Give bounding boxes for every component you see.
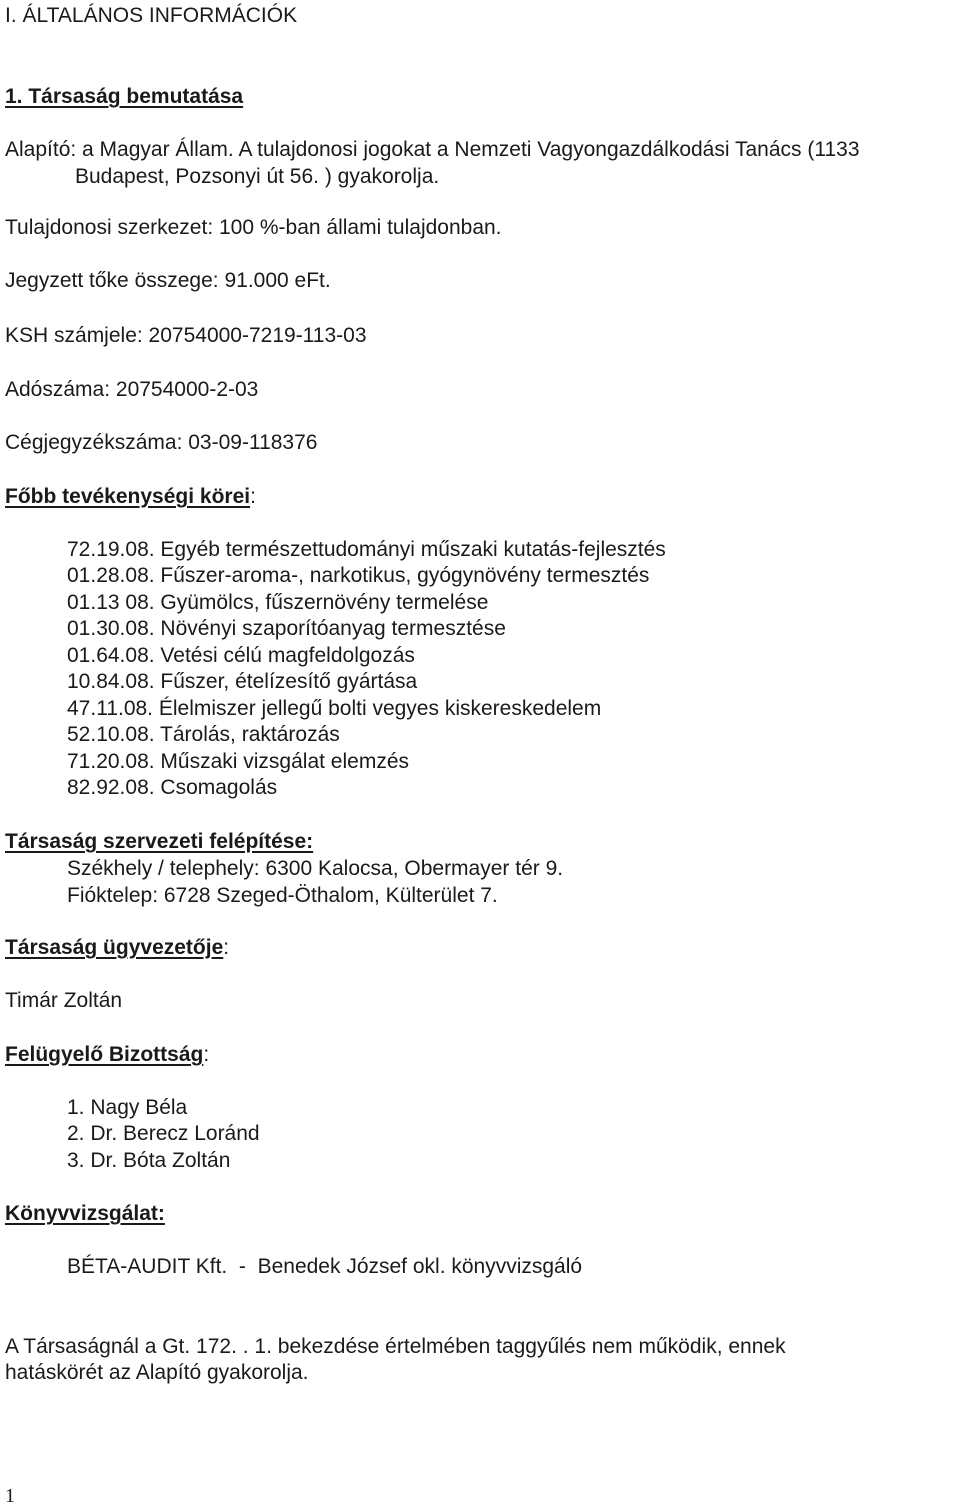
- closing-line-1: A Társaságnál a Gt. 172. . 1. bekezdése értelmében taggyűlés nem működik, ennek: [5, 1335, 786, 1358]
- branch-address: Fióktelep: 6728 Szeged-Öthalom, Külterület 7.: [67, 884, 498, 907]
- board-member: 1. Nagy Béla: [67, 1096, 188, 1119]
- section-title: I. ÁLTALÁNOS INFORMÁCIÓK: [5, 4, 298, 27]
- intro-line-1: Alapító: a Magyar Állam. A tulajdonosi jogokat a Nemzeti Vagyongazdálkodási Tanács (1133: [5, 138, 860, 161]
- board-heading: [5, 1042, 209, 1068]
- manager-heading-text: Társaság ügyvezetője: [5, 936, 224, 959]
- registration-number: Cégjegyzékszáma: 03-09-118376: [5, 431, 318, 454]
- activity-item: 01.13 08. Gyümölcs, fűszernövény termelése: [67, 591, 489, 614]
- intro-line-2: Budapest, Pozsonyi út 56. ) gyakorolja.: [75, 165, 440, 188]
- activity-item: 01.30.08. Növényi szaporítóanyag termesztése: [67, 617, 506, 640]
- ownership-structure: Tulajdonosi szerkezet: 100 %-ban állami tulajdonban.: [5, 216, 502, 239]
- activity-item: 82.92.08. Csomagolás: [67, 776, 278, 799]
- activity-item: 01.64.08. Vetési célú magfeldolgozás: [67, 644, 415, 667]
- subsection-title: 1. Társaság bemutatása: [5, 85, 244, 108]
- ksh-number: KSH számjele: 20754000-7219-113-03: [5, 324, 367, 347]
- manager-name: Timár Zoltán: [5, 989, 123, 1012]
- board-heading-suffix: :: [203, 1043, 210, 1066]
- closing-line-2: hatáskörét az Alapító gyakorolja.: [5, 1361, 309, 1384]
- audit-heading: Könyvvizsgálat:: [5, 1202, 165, 1225]
- activity-item: 10.84.08. Fűszer, ételízesítő gyártása: [67, 670, 418, 693]
- board-member: 2. Dr. Berecz Loránd: [67, 1122, 260, 1145]
- activity-item: 71.20.08. Műszaki vizsgálat elemzés: [67, 750, 409, 773]
- page-number: 1: [5, 1485, 15, 1507]
- activity-item: 47.11.08. Élelmiszer jellegű bolti vegyes kiskereskedelem: [67, 697, 602, 720]
- tax-number: Adószáma: 20754000-2-03: [5, 378, 259, 401]
- activity-item: 52.10.08. Tárolás, raktározás: [67, 723, 340, 746]
- activity-item: 01.28.08. Fűszer-aroma-, narkotikus, gyógynövény termesztés: [67, 564, 650, 587]
- share-capital: Jegyzett tőke összege: 91.000 eFt.: [5, 269, 331, 292]
- activities-heading: [5, 484, 256, 510]
- auditor: BÉTA-AUDIT Kft. - Benedek József okl. könyvvizsgáló: [67, 1255, 583, 1278]
- headquarters-address: Székhely / telephely: 6300 Kalocsa, Obermayer tér 9.: [67, 857, 564, 880]
- structure-heading: Társaság szervezeti felépítése:: [5, 830, 314, 853]
- board-heading-text: Felügyelő Bizottság: [5, 1043, 204, 1066]
- activity-item: 72.19.08. Egyéb természettudományi műszaki kutatás-fejlesztés: [67, 538, 666, 561]
- activities-heading-text: Főbb tevékenységi körei: [5, 485, 251, 508]
- board-member: 3. Dr. Bóta Zoltán: [67, 1149, 231, 1172]
- manager-heading-suffix: :: [223, 936, 230, 959]
- manager-heading: [5, 935, 229, 961]
- activities-heading-suffix: :: [250, 485, 256, 508]
